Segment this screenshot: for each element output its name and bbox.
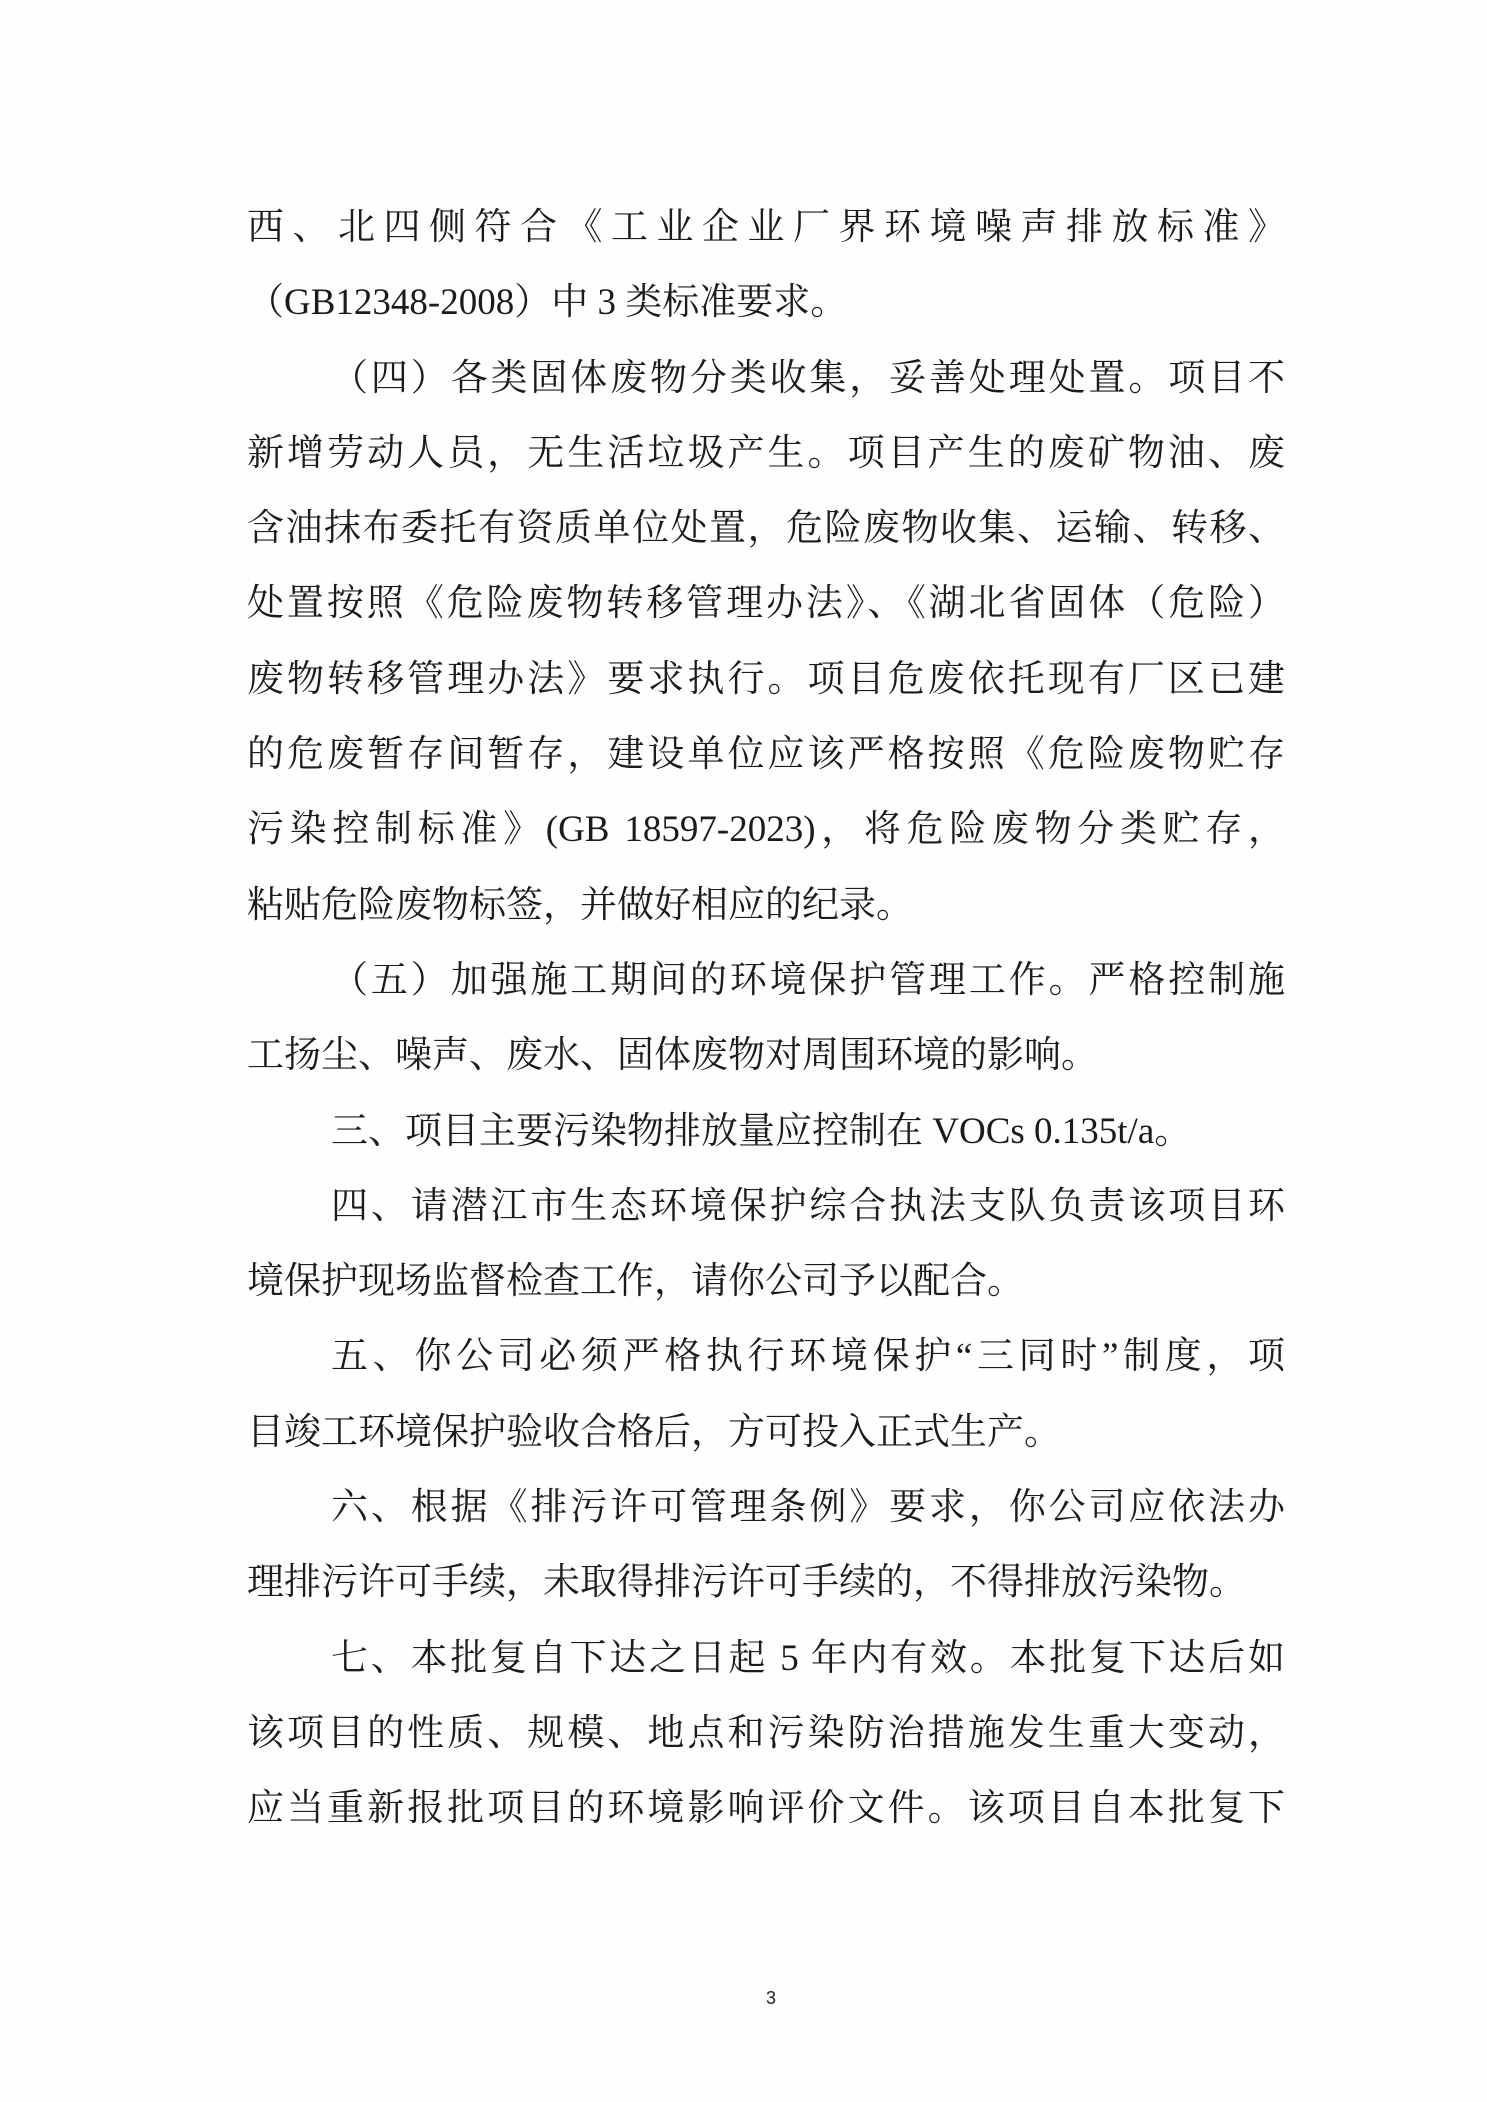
- document-body: [247, 190, 1285, 1847]
- text-line: 七、本批复自下达之日起 5 年内有效。本批复下达后如: [331, 1637, 1285, 1679]
- paragraph-continued: [247, 190, 1285, 341]
- paragraph-emission-limit: [247, 1094, 1285, 1169]
- paragraph-construction: [247, 943, 1285, 1094]
- text-line: （四）各类固体废物分类收集，妥善处理处置。项目不: [331, 357, 1285, 399]
- text-line: 境保护现场监督检查工作，请你公司予以配合。: [247, 1261, 1024, 1303]
- text-line: 六、根据《排污许可管理条例》要求，你公司应依法办: [331, 1487, 1285, 1529]
- text-line: 应当重新报批项目的环境影响评价文件。该项目自本批复下: [247, 1788, 1285, 1830]
- paragraph-three-simultaneous: [247, 1319, 1285, 1470]
- text-line: 处置按照《危险废物转移管理办法》、《湖北省固体（危险）: [247, 583, 1285, 625]
- text-line: （五）加强施工期间的环境保护管理工作。严格控制施: [331, 959, 1285, 1001]
- text-line: 污染控制标准》(GB 18597-2023)，将危险废物分类贮存，: [247, 809, 1285, 851]
- text-line: 三、项目主要污染物排放量应控制在 VOCs 0.135t/a。: [331, 1110, 1192, 1152]
- paragraph-solid-waste: [247, 341, 1285, 943]
- text-line: 该项目的性质、规模、地点和污染防治措施发生重大变动，: [247, 1712, 1285, 1754]
- text-line: 工扬尘、噪声、废水、固体废物对周围环境的影响。: [247, 1035, 1098, 1077]
- text-line: 含油抹布委托有资质单位处置，危险废物收集、运输、转移、: [247, 508, 1285, 550]
- text-line: （GB12348-2008）中 3 类标准要求。: [247, 282, 848, 324]
- page-number: 3: [765, 1988, 776, 2008]
- text-line: 目竣工环境保护验收合格后，方可投入正式生产。: [247, 1411, 1061, 1453]
- text-line: 新增劳动人员，无生活垃圾产生。项目产生的废矿物油、废: [247, 432, 1285, 474]
- paragraph-supervision: [247, 1169, 1285, 1320]
- text-line: 粘贴危险废物标签，并做好相应的纪录。: [247, 884, 913, 926]
- text-line: 废物转移管理办法》要求执行。项目危废依托现有厂区已建: [247, 658, 1285, 700]
- paragraph-discharge-permit: [247, 1470, 1285, 1621]
- paragraph-validity: [247, 1621, 1285, 1847]
- text-line: 四、请潜江市生态环境保护综合执法支队负责该项目环: [331, 1185, 1285, 1227]
- text-line: 五、你公司必须严格执行环境保护“三同时”制度，项: [331, 1336, 1285, 1378]
- text-line: 西、北四侧符合《工业企业厂界环境噪声排放标准》: [247, 207, 1285, 248]
- text-line: 理排污许可手续，未取得排污许可手续的，不得排放污染物。: [247, 1562, 1246, 1604]
- text-line: 的危废暂存间暂存，建设单位应该严格按照《危险废物贮存: [247, 734, 1285, 776]
